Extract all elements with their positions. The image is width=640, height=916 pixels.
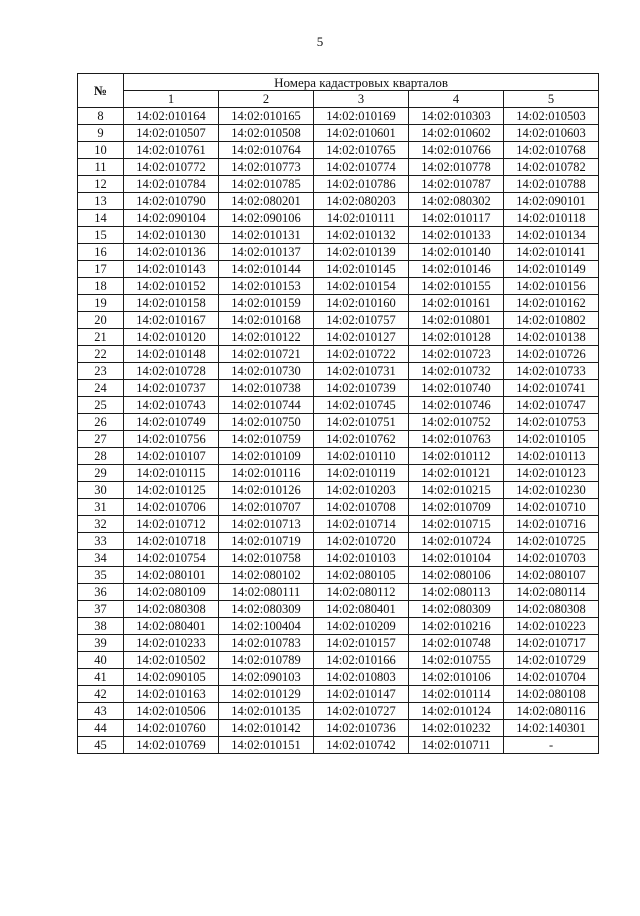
cadastral-number-cell: 14:02:010233 — [124, 635, 219, 652]
table-row — [78, 703, 599, 720]
table-row — [78, 108, 599, 125]
table-row — [78, 210, 599, 227]
cadastral-number-cell: 14:02:080308 — [504, 601, 599, 618]
table-body — [78, 108, 599, 754]
cadastral-number-cell: 14:02:010232 — [409, 720, 504, 737]
cadastral-number-cell: 14:02:010113 — [504, 448, 599, 465]
table-row — [78, 584, 599, 601]
cadastral-number-cell: 14:02:010748 — [409, 635, 504, 652]
cadastral-number-cell: 14:02:010719 — [219, 533, 314, 550]
cadastral-number-cell: 14:02:010159 — [219, 295, 314, 312]
table-row — [78, 312, 599, 329]
cadastral-number-cell: 14:02:010134 — [504, 227, 599, 244]
row-number-cell: 29 — [78, 465, 124, 482]
cadastral-number-cell: 14:02:010706 — [124, 499, 219, 516]
cadastral-number-cell: 14:02:010230 — [504, 482, 599, 499]
cadastral-number-cell: 14:02:010137 — [219, 244, 314, 261]
cadastral-number-cell: 14:02:010203 — [314, 482, 409, 499]
cadastral-number-cell: 14:02:080401 — [124, 618, 219, 635]
table-header-row-top — [78, 74, 599, 91]
cadastral-number-cell: 14:02:100404 — [219, 618, 314, 635]
row-number-cell: 32 — [78, 516, 124, 533]
cadastral-number-cell: 14:02:010755 — [409, 652, 504, 669]
cadastral-number-cell: 14:02:010725 — [504, 533, 599, 550]
cadastral-number-cell: 14:02:010209 — [314, 618, 409, 635]
cadastral-number-cell: 14:02:010801 — [409, 312, 504, 329]
cadastral-number-cell: 14:02:010156 — [504, 278, 599, 295]
table-row — [78, 567, 599, 584]
row-number-cell: 37 — [78, 601, 124, 618]
cadastral-number-cell: 14:02:010503 — [504, 108, 599, 125]
cadastral-number-cell: 14:02:010145 — [314, 261, 409, 278]
cadastral-number-cell: 14:02:010147 — [314, 686, 409, 703]
cadastral-number-cell: 14:02:010131 — [219, 227, 314, 244]
cadastral-number-cell: 14:02:010112 — [409, 448, 504, 465]
cadastral-number-cell: 14:02:010163 — [124, 686, 219, 703]
table-row — [78, 159, 599, 176]
cadastral-number-cell: 14:02:010741 — [504, 380, 599, 397]
row-number-cell: 42 — [78, 686, 124, 703]
table-row — [78, 346, 599, 363]
column-header-1: 1 — [124, 91, 219, 108]
cadastral-number-cell: 14:02:010114 — [409, 686, 504, 703]
cadastral-number-cell: 14:02:010760 — [124, 720, 219, 737]
cadastral-number-cell: 14:02:090105 — [124, 669, 219, 686]
row-number-cell: 26 — [78, 414, 124, 431]
cadastral-number-cell: 14:02:010104 — [409, 550, 504, 567]
cadastral-number-cell: 14:02:010148 — [124, 346, 219, 363]
cadastral-number-cell: 14:02:010169 — [314, 108, 409, 125]
cadastral-number-cell: 14:02:010135 — [219, 703, 314, 720]
cadastral-number-cell: 14:02:010142 — [219, 720, 314, 737]
table-row — [78, 652, 599, 669]
cadastral-number-cell: 14:02:010763 — [409, 431, 504, 448]
cadastral-number-cell: 14:02:010756 — [124, 431, 219, 448]
cadastral-number-cell: 14:02:010162 — [504, 295, 599, 312]
cadastral-number-cell: 14:02:010750 — [219, 414, 314, 431]
cadastral-number-cell: 14:02:010105 — [504, 431, 599, 448]
cadastral-number-cell: 14:02:010715 — [409, 516, 504, 533]
cadastral-number-cell: 14:02:010747 — [504, 397, 599, 414]
cadastral-number-cell: 14:02:010721 — [219, 346, 314, 363]
cadastral-number-cell: 14:02:080113 — [409, 584, 504, 601]
cadastral-number-cell: 14:02:080105 — [314, 567, 409, 584]
cadastral-number-cell: 14:02:010119 — [314, 465, 409, 482]
cadastral-number-cell: 14:02:010726 — [504, 346, 599, 363]
cadastral-number-cell: 14:02:010168 — [219, 312, 314, 329]
cadastral-number-cell: 14:02:010803 — [314, 669, 409, 686]
cadastral-number-cell: 14:02:010602 — [409, 125, 504, 142]
cadastral-number-cell: 14:02:010764 — [219, 142, 314, 159]
cadastral-number-cell: 14:02:010738 — [219, 380, 314, 397]
cadastral-number-cell: 14:02:010160 — [314, 295, 409, 312]
cadastral-number-cell: 14:02:010157 — [314, 635, 409, 652]
cadastral-number-cell: 14:02:010118 — [504, 210, 599, 227]
cadastral-number-cell: 14:02:010768 — [504, 142, 599, 159]
cadastral-number-cell: 14:02:010109 — [219, 448, 314, 465]
cadastral-number-cell: 14:02:080109 — [124, 584, 219, 601]
cadastral-number-cell: 14:02:010161 — [409, 295, 504, 312]
page-number: 5 — [316, 34, 324, 49]
cadastral-number-cell: 14:02:010769 — [124, 737, 219, 754]
cadastral-number-cell: 14:02:010783 — [219, 635, 314, 652]
cadastral-number-cell: 14:02:010151 — [219, 737, 314, 754]
cadastral-number-cell: 14:02:010709 — [409, 499, 504, 516]
cadastral-number-cell: 14:02:010508 — [219, 125, 314, 142]
cadastral-number-cell: 14:02:010103 — [314, 550, 409, 567]
row-number-cell: 43 — [78, 703, 124, 720]
table-row — [78, 176, 599, 193]
table-row — [78, 295, 599, 312]
cadastral-number-cell: 14:02:010127 — [314, 329, 409, 346]
cadastral-number-cell: 14:02:010713 — [219, 516, 314, 533]
cadastral-number-cell: 14:02:010140 — [409, 244, 504, 261]
cadastral-number-cell: 14:02:010303 — [409, 108, 504, 125]
cadastral-number-cell: 14:02:080102 — [219, 567, 314, 584]
row-number-cell: 33 — [78, 533, 124, 550]
cadastral-number-cell: 14:02:080203 — [314, 193, 409, 210]
table-row — [78, 720, 599, 737]
row-number-cell: 44 — [78, 720, 124, 737]
cadastral-number-cell: 14:02:010158 — [124, 295, 219, 312]
cadastral-number-cell: 14:02:010167 — [124, 312, 219, 329]
cadastral-number-cell: 14:02:080201 — [219, 193, 314, 210]
cadastral-number-cell: 14:02:080302 — [409, 193, 504, 210]
cadastral-number-cell: 14:02:010758 — [219, 550, 314, 567]
cadastral-number-cell: 14:02:010714 — [314, 516, 409, 533]
row-number-cell: 36 — [78, 584, 124, 601]
cadastral-number-cell: 14:02:010774 — [314, 159, 409, 176]
cadastral-number-cell: 14:02:010784 — [124, 176, 219, 193]
cadastral-number-cell: 14:02:010762 — [314, 431, 409, 448]
cadastral-number-cell: 14:02:010722 — [314, 346, 409, 363]
cadastral-number-cell: 14:02:010165 — [219, 108, 314, 125]
table-row — [78, 397, 599, 414]
cadastral-number-cell: 14:02:010723 — [409, 346, 504, 363]
table-row — [78, 499, 599, 516]
cadastral-number-cell: 14:02:010132 — [314, 227, 409, 244]
cadastral-number-cell: 14:02:010138 — [504, 329, 599, 346]
cadastral-number-cell: 14:02:010507 — [124, 125, 219, 142]
cadastral-number-cell: 14:02:010215 — [409, 482, 504, 499]
cadastral-number-cell: 14:02:010153 — [219, 278, 314, 295]
cadastral-number-cell: 14:02:010143 — [124, 261, 219, 278]
cadastral-number-cell: 14:02:010739 — [314, 380, 409, 397]
cadastral-number-cell: 14:02:010117 — [409, 210, 504, 227]
cadastral-number-cell: 14:02:080107 — [504, 567, 599, 584]
table-row — [78, 618, 599, 635]
cadastral-number-cell: 14:02:010787 — [409, 176, 504, 193]
row-number-cell: 24 — [78, 380, 124, 397]
cadastral-number-cell: 14:02:140301 — [504, 720, 599, 737]
cadastral-number-cell: 14:02:010139 — [314, 244, 409, 261]
cadastral-number-cell: 14:02:010708 — [314, 499, 409, 516]
cadastral-number-cell: 14:02:010718 — [124, 533, 219, 550]
table-header-row-columns — [78, 91, 599, 108]
cadastral-number-cell: 14:02:010152 — [124, 278, 219, 295]
cadastral-number-cell: 14:02:090104 — [124, 210, 219, 227]
cadastral-number-cell: 14:02:080309 — [409, 601, 504, 618]
cadastral-number-cell: 14:02:010732 — [409, 363, 504, 380]
column-header-5: 5 — [504, 91, 599, 108]
table-row — [78, 737, 599, 754]
cadastral-quarters-table — [77, 73, 599, 754]
cadastral-number-cell: 14:02:080112 — [314, 584, 409, 601]
table-row — [78, 363, 599, 380]
cadastral-number-cell: 14:02:010754 — [124, 550, 219, 567]
cadastral-number-cell: 14:02:010788 — [504, 176, 599, 193]
row-number-cell: 15 — [78, 227, 124, 244]
cadastral-number-cell: 14:02:010601 — [314, 125, 409, 142]
cadastral-number-cell: 14:02:010216 — [409, 618, 504, 635]
cadastral-number-cell: 14:02:010146 — [409, 261, 504, 278]
table-row — [78, 261, 599, 278]
cadastral-number-cell: 14:02:010506 — [124, 703, 219, 720]
row-number-cell: 27 — [78, 431, 124, 448]
row-number-cell: 38 — [78, 618, 124, 635]
cadastral-number-cell: 14:02:010125 — [124, 482, 219, 499]
row-number-cell: 28 — [78, 448, 124, 465]
cadastral-number-cell: 14:02:010107 — [124, 448, 219, 465]
row-number-cell: 35 — [78, 567, 124, 584]
cadastral-number-cell: 14:02:010710 — [504, 499, 599, 516]
cadastral-number-cell: 14:02:010122 — [219, 329, 314, 346]
cadastral-number-cell: 14:02:010711 — [409, 737, 504, 754]
cadastral-number-cell: 14:02:010733 — [504, 363, 599, 380]
table-row — [78, 533, 599, 550]
cadastral-number-cell: 14:02:010121 — [409, 465, 504, 482]
table-row — [78, 550, 599, 567]
table-row — [78, 482, 599, 499]
cadastral-number-cell: 14:02:010761 — [124, 142, 219, 159]
cadastral-number-cell: 14:02:010778 — [409, 159, 504, 176]
row-number-cell: 30 — [78, 482, 124, 499]
row-number-cell: 17 — [78, 261, 124, 278]
cadastral-numbers-header: Номера кадастровых кварталов — [124, 74, 599, 91]
cadastral-number-cell: 14:02:010130 — [124, 227, 219, 244]
row-number-cell: 34 — [78, 550, 124, 567]
table-header — [78, 74, 599, 108]
cadastral-number-cell: 14:02:010744 — [219, 397, 314, 414]
cadastral-number-cell: 14:02:010742 — [314, 737, 409, 754]
table-row — [78, 431, 599, 448]
cadastral-number-cell: 14:02:080309 — [219, 601, 314, 618]
cadastral-number-cell: 14:02:010730 — [219, 363, 314, 380]
cadastral-number-cell: 14:02:010154 — [314, 278, 409, 295]
row-number-cell: 31 — [78, 499, 124, 516]
cadastral-number-cell: 14:02:010749 — [124, 414, 219, 431]
row-number-cell: 11 — [78, 159, 124, 176]
row-number-cell: 8 — [78, 108, 124, 125]
column-header-4: 4 — [409, 91, 504, 108]
table-row — [78, 635, 599, 652]
table-row — [78, 227, 599, 244]
table-row — [78, 601, 599, 618]
cadastral-number-cell: 14:02:010110 — [314, 448, 409, 465]
table-row — [78, 448, 599, 465]
cadastral-number-cell: 14:02:090103 — [219, 669, 314, 686]
cadastral-number-cell: 14:02:010129 — [219, 686, 314, 703]
cadastral-number-cell: 14:02:010753 — [504, 414, 599, 431]
cadastral-number-cell: 14:02:010116 — [219, 465, 314, 482]
cadastral-number-cell: 14:02:010746 — [409, 397, 504, 414]
cadastral-number-cell: 14:02:010603 — [504, 125, 599, 142]
table-row — [78, 380, 599, 397]
row-number-cell: 39 — [78, 635, 124, 652]
cadastral-number-cell: - — [504, 737, 599, 754]
row-number-cell: 13 — [78, 193, 124, 210]
cadastral-number-cell: 14:02:010727 — [314, 703, 409, 720]
row-number-cell: 25 — [78, 397, 124, 414]
cadastral-number-cell: 14:02:010155 — [409, 278, 504, 295]
cadastral-number-cell: 14:02:010716 — [504, 516, 599, 533]
cadastral-number-cell: 14:02:010790 — [124, 193, 219, 210]
cadastral-number-cell: 14:02:010704 — [504, 669, 599, 686]
column-header-3: 3 — [314, 91, 409, 108]
cadastral-number-cell: 14:02:010740 — [409, 380, 504, 397]
table-row — [78, 465, 599, 482]
table-row — [78, 516, 599, 533]
table-row — [78, 669, 599, 686]
table-row — [78, 244, 599, 261]
cadastral-number-cell: 14:02:010502 — [124, 652, 219, 669]
table-row — [78, 193, 599, 210]
column-header-2: 2 — [219, 91, 314, 108]
cadastral-number-cell: 14:02:080308 — [124, 601, 219, 618]
cadastral-number-cell: 14:02:010120 — [124, 329, 219, 346]
cadastral-number-cell: 14:02:010106 — [409, 669, 504, 686]
cadastral-number-cell: 14:02:010166 — [314, 652, 409, 669]
row-number-cell: 16 — [78, 244, 124, 261]
cadastral-number-cell: 14:02:010136 — [124, 244, 219, 261]
row-number-cell: 14 — [78, 210, 124, 227]
cadastral-number-cell: 14:02:010737 — [124, 380, 219, 397]
cadastral-number-cell: 14:02:080111 — [219, 584, 314, 601]
table-row — [78, 329, 599, 346]
cadastral-number-cell: 14:02:010765 — [314, 142, 409, 159]
cadastral-number-cell: 14:02:010751 — [314, 414, 409, 431]
cadastral-number-cell: 14:02:080101 — [124, 567, 219, 584]
cadastral-number-cell: 14:02:080106 — [409, 567, 504, 584]
table-row — [78, 414, 599, 431]
cadastral-number-cell: 14:02:010223 — [504, 618, 599, 635]
cadastral-number-cell: 14:02:010164 — [124, 108, 219, 125]
cadastral-number-cell: 14:02:010124 — [409, 703, 504, 720]
table-row — [78, 278, 599, 295]
cadastral-number-cell: 14:02:010759 — [219, 431, 314, 448]
cadastral-number-cell: 14:02:010782 — [504, 159, 599, 176]
cadastral-number-cell: 14:02:010133 — [409, 227, 504, 244]
cadastral-number-cell: 14:02:010743 — [124, 397, 219, 414]
row-number-cell: 22 — [78, 346, 124, 363]
row-number-cell: 10 — [78, 142, 124, 159]
cadastral-number-cell: 14:02:090106 — [219, 210, 314, 227]
row-number-cell: 9 — [78, 125, 124, 142]
row-number-cell: 19 — [78, 295, 124, 312]
cadastral-number-cell: 14:02:010789 — [219, 652, 314, 669]
cadastral-number-cell: 14:02:010128 — [409, 329, 504, 346]
cadastral-number-cell: 14:02:010772 — [124, 159, 219, 176]
cadastral-number-cell: 14:02:010724 — [409, 533, 504, 550]
cadastral-number-cell: 14:02:010773 — [219, 159, 314, 176]
cadastral-number-cell: 14:02:010752 — [409, 414, 504, 431]
cadastral-number-cell: 14:02:010728 — [124, 363, 219, 380]
cadastral-number-cell: 14:02:010144 — [219, 261, 314, 278]
row-number-cell: 40 — [78, 652, 124, 669]
row-number-cell: 21 — [78, 329, 124, 346]
cadastral-number-cell: 14:02:010785 — [219, 176, 314, 193]
cadastral-number-cell: 14:02:010766 — [409, 142, 504, 159]
row-number-cell: 41 — [78, 669, 124, 686]
table-row — [78, 125, 599, 142]
cadastral-number-cell: 14:02:010707 — [219, 499, 314, 516]
cadastral-number-cell: 14:02:080401 — [314, 601, 409, 618]
cadastral-number-cell: 14:02:010703 — [504, 550, 599, 567]
table-row — [78, 142, 599, 159]
cadastral-number-cell: 14:02:010149 — [504, 261, 599, 278]
row-number-cell: 20 — [78, 312, 124, 329]
cadastral-number-cell: 14:02:080108 — [504, 686, 599, 703]
cadastral-number-cell: 14:02:010123 — [504, 465, 599, 482]
row-number-header: № — [78, 74, 124, 108]
row-number-cell: 18 — [78, 278, 124, 295]
cadastral-number-cell: 14:02:080116 — [504, 703, 599, 720]
cadastral-number-cell: 14:02:010141 — [504, 244, 599, 261]
table-row — [78, 686, 599, 703]
cadastral-number-cell: 14:02:010745 — [314, 397, 409, 414]
row-number-cell: 45 — [78, 737, 124, 754]
cadastral-number-cell: 14:02:010126 — [219, 482, 314, 499]
row-number-cell: 12 — [78, 176, 124, 193]
cadastral-number-cell: 14:02:010736 — [314, 720, 409, 737]
cadastral-number-cell: 14:02:010757 — [314, 312, 409, 329]
cadastral-number-cell: 14:02:010729 — [504, 652, 599, 669]
cadastral-number-cell: 14:02:010111 — [314, 210, 409, 227]
cadastral-number-cell: 14:02:090101 — [504, 193, 599, 210]
cadastral-number-cell: 14:02:010717 — [504, 635, 599, 652]
cadastral-number-cell: 14:02:010720 — [314, 533, 409, 550]
cadastral-number-cell: 14:02:010731 — [314, 363, 409, 380]
cadastral-number-cell: 14:02:010786 — [314, 176, 409, 193]
cadastral-number-cell: 14:02:010712 — [124, 516, 219, 533]
cadastral-number-cell: 14:02:010802 — [504, 312, 599, 329]
cadastral-number-cell: 14:02:010115 — [124, 465, 219, 482]
row-number-cell: 23 — [78, 363, 124, 380]
cadastral-number-cell: 14:02:080114 — [504, 584, 599, 601]
